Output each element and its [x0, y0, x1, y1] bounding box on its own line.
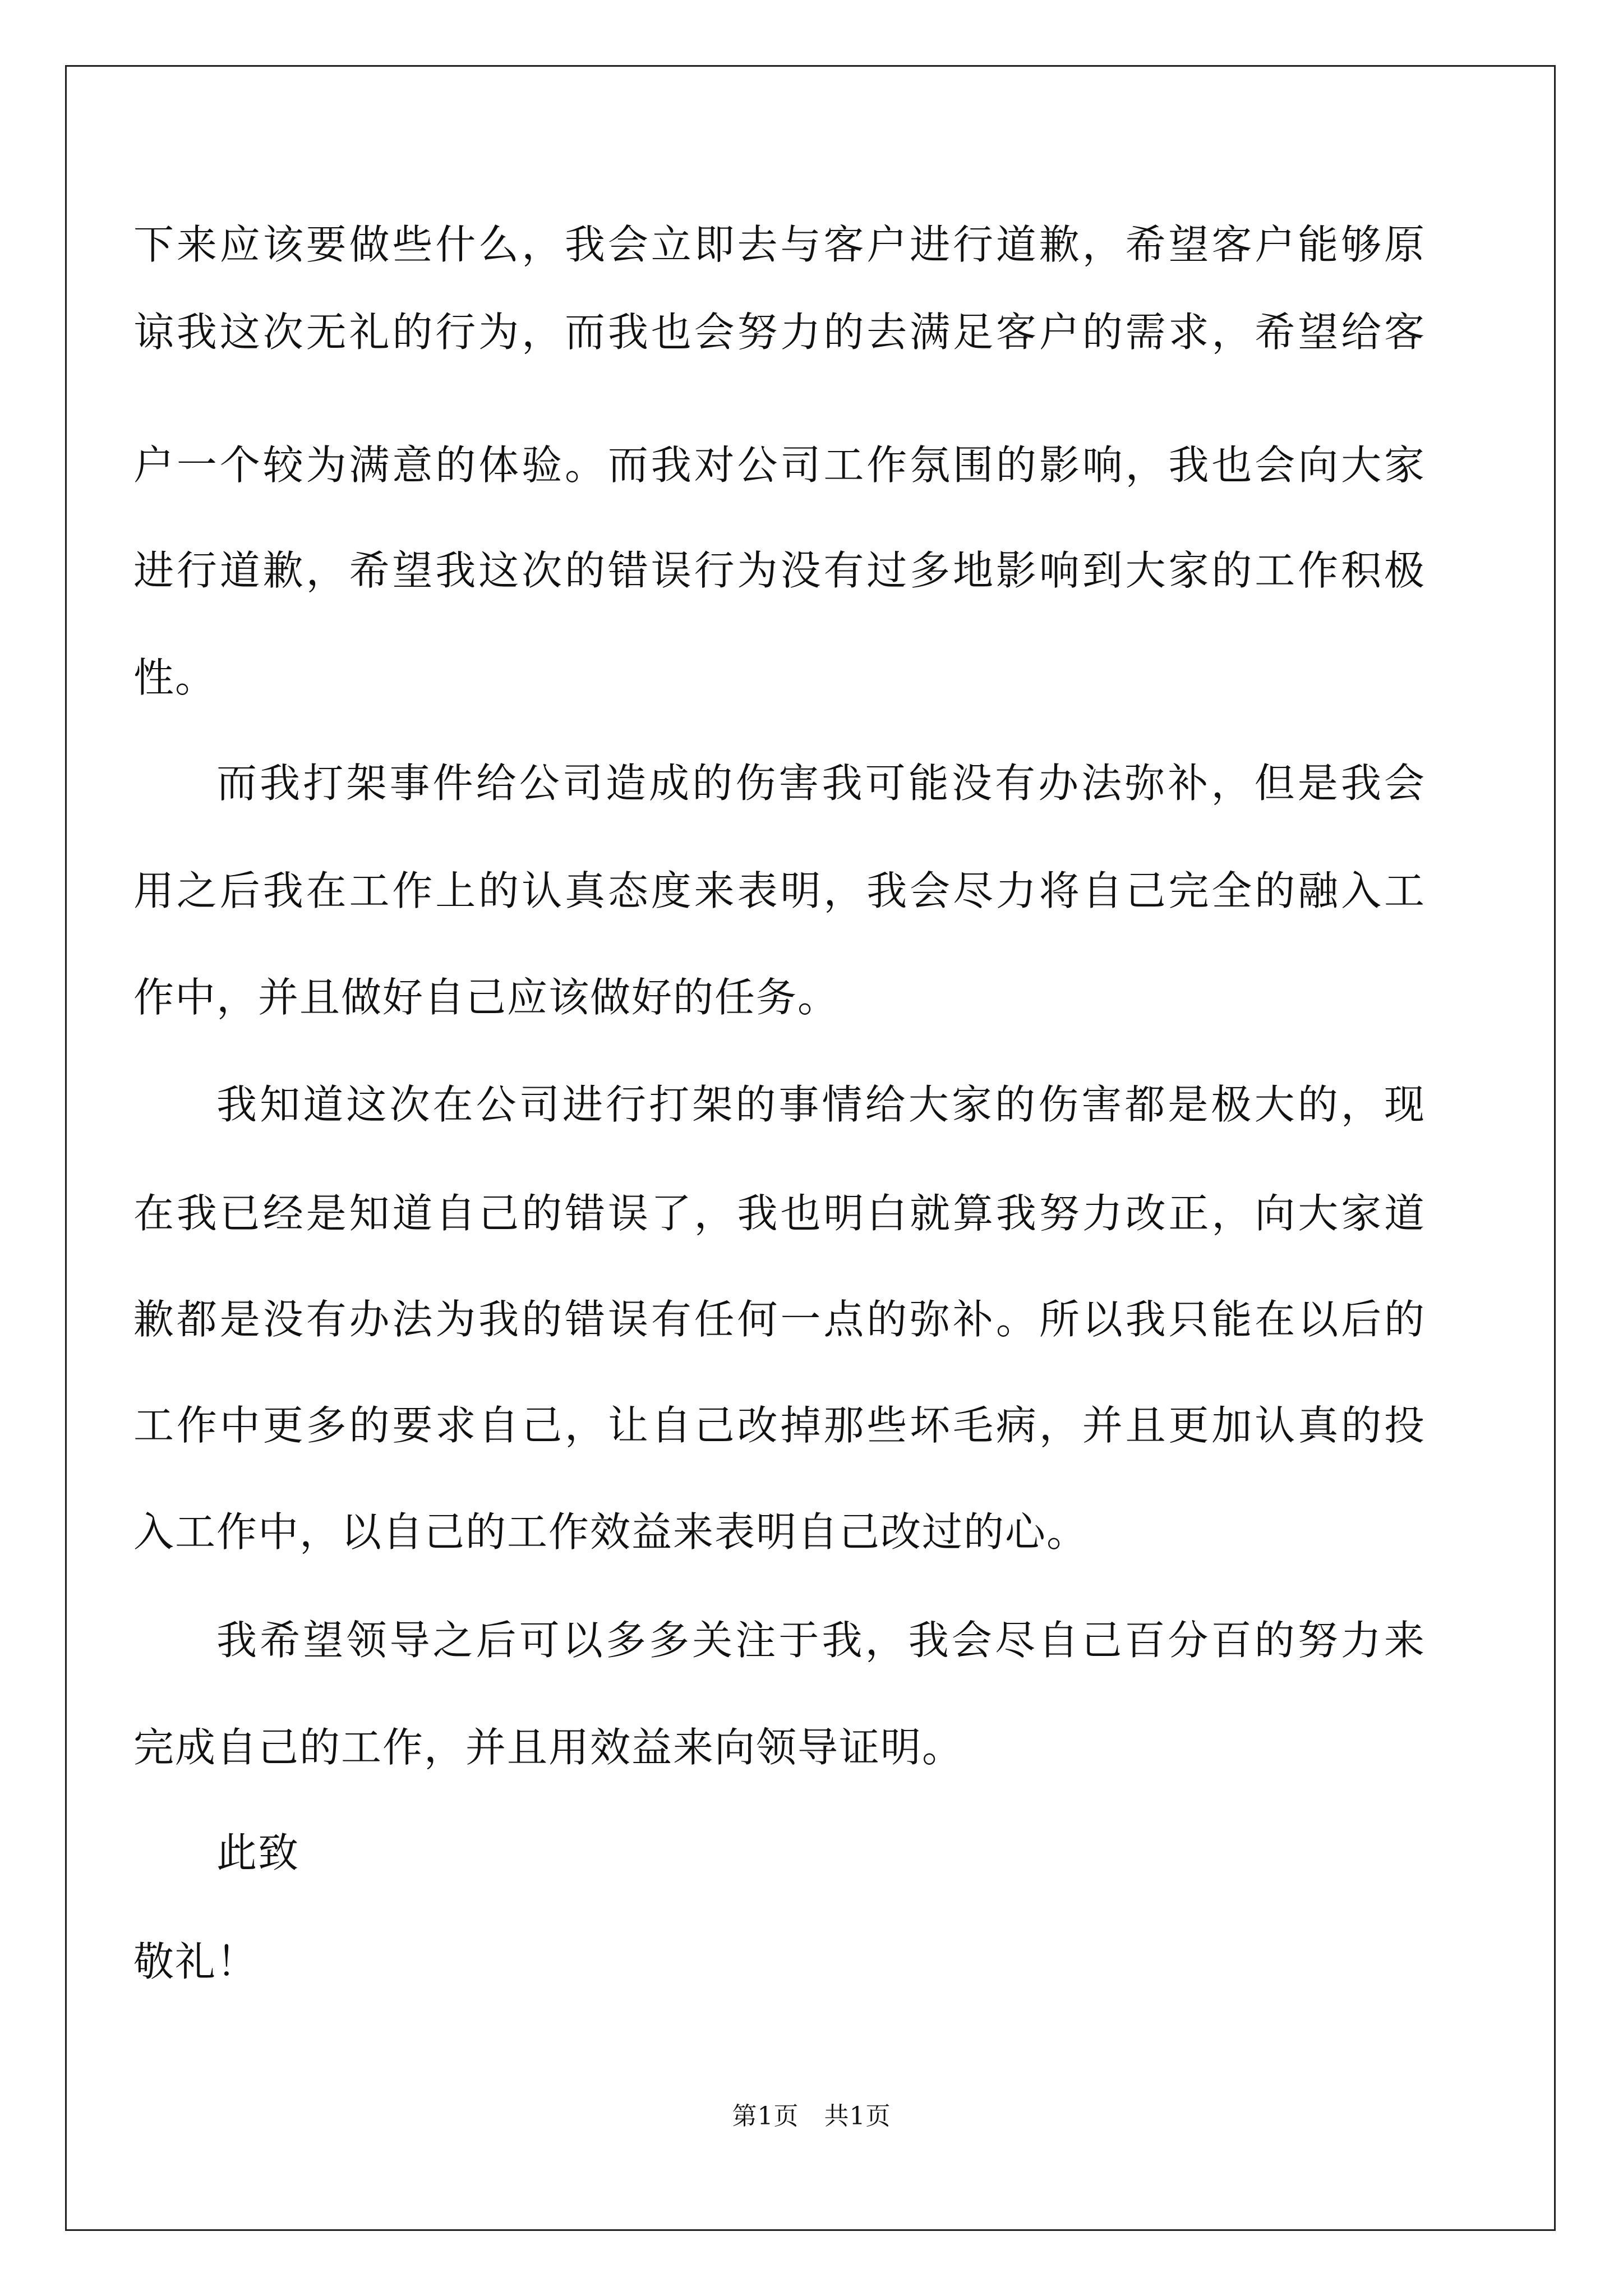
page-number-footer: 第1页 共1页	[732, 2102, 891, 2131]
text-line: 我知道这次在公司进行打架的事情给大家的伤害都是极大的，现	[216, 1081, 1424, 1128]
text-line: 谅我这次无礼的行为，而我也会努力的去满足客户的需求，希望给客	[133, 309, 1424, 356]
text-line: 完成自己的工作，并且用效益来向领导证明。	[133, 1724, 964, 1771]
text-line: 而我打架事件给公司造成的伤害我可能没有办法弥补，但是我会	[216, 760, 1424, 807]
text-line: 户一个较为满意的体验。而我对公司工作氛围的影响，我也会向大家	[133, 441, 1424, 489]
text-line: 我希望领导之后可以多多关注于我，我会尽自己百分百的努力来	[216, 1617, 1424, 1664]
closing-regards: 敬礼！	[133, 1938, 259, 1985]
text-line: 下来应该要做些什么，我会立即去与客户进行道歉，希望客户能够原	[133, 221, 1424, 268]
text-line: 性。	[133, 654, 217, 701]
text-line: 用之后我在工作上的认真态度来表明，我会尽力将自己完全的融入工	[133, 867, 1424, 914]
text-line: 进行道歉，希望我这次的错误行为没有过多地影响到大家的工作积极	[133, 547, 1424, 594]
text-line: 工作中更多的要求自己，让自己改掉那些坏毛病，并且更加认真的投	[133, 1402, 1424, 1449]
text-line: 在我已经是知道自己的错误了，我也明白就算我努力改正，向大家道	[133, 1190, 1424, 1237]
page-border	[65, 65, 1556, 2231]
text-line: 作中，并且做好自己应该做好的任务。	[133, 974, 840, 1021]
text-line: 歉都是没有办法为我的错误有任何一点的弥补。所以我只能在以后的	[133, 1296, 1424, 1343]
closing-salutation: 此致	[216, 1829, 300, 1876]
text-line: 入工作中，以自己的工作效益来表明自己改过的心。	[133, 1508, 1089, 1556]
